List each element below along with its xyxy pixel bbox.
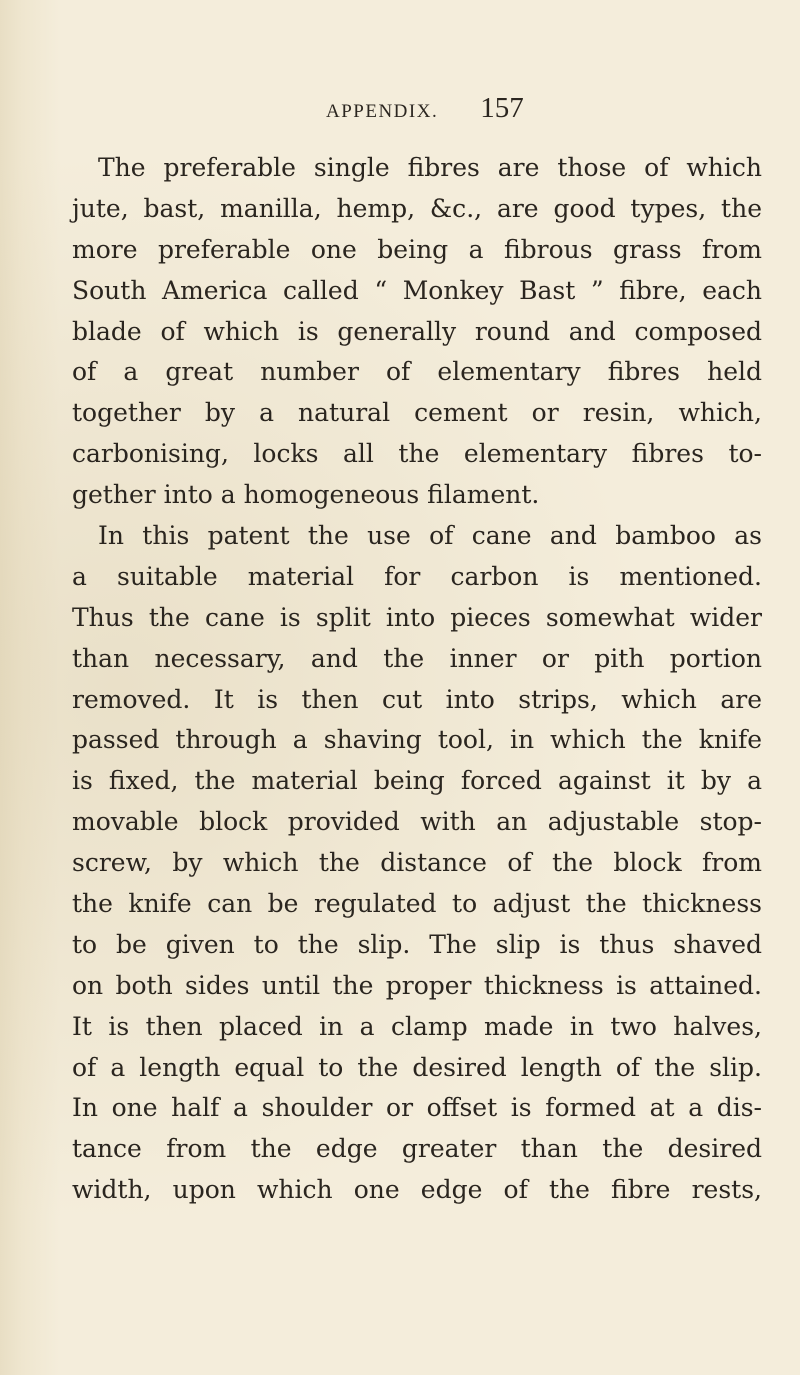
text-line: tance from the edge greater than the desired — [72, 1134, 762, 1164]
text-line: South America called “ Monkey Bast ” fibre, each — [72, 275, 762, 305]
text-line: In one half a shoulder or offset is formed at a dis- — [72, 1093, 762, 1123]
text-line: a suitable material for carbon is mentioned. — [72, 561, 762, 591]
text-line: movable block provided with an adjustable stop- — [72, 807, 762, 837]
text-line: passed through a shaving tool, in which the knife — [72, 725, 762, 755]
text-line: In this patent the use of cane and bamboo as — [98, 521, 762, 551]
text-line: blade of which is generally round and composed — [72, 316, 762, 346]
text-line: It is then placed in a clamp made in two halves, — [72, 1011, 762, 1041]
text-line: carbonising, locks all the elementary fibres to- — [72, 439, 762, 469]
text-line: to be given to the slip. The slip is thus shaved — [72, 929, 762, 959]
text-line: is fixed, the material being forced against it by a — [72, 766, 762, 796]
text-line: jute, bast, manilla, hemp, &c., are good types, the — [72, 193, 762, 223]
page-number: 157 — [480, 92, 524, 124]
body-text — [72, 148, 762, 1211]
page-header — [326, 92, 746, 132]
text-line: Thus the cane is split into pieces somewhat wider — [72, 602, 762, 632]
running-head: APPENDIX. — [326, 101, 439, 122]
text-line: together by a natural cement or resin, which, — [72, 398, 762, 428]
text-line: removed. It is then cut into strips, which are — [72, 684, 762, 714]
text-line: more preferable one being a fibrous grass from — [72, 234, 762, 264]
text-line: on both sides until the proper thickness is attained. — [72, 970, 762, 1000]
text-line: The preferable single fibres are those of which — [98, 153, 762, 182]
text-line: screw, by which the distance of the block from — [72, 848, 762, 878]
text-line: of a great number of elementary fibres held — [72, 357, 762, 387]
text-line: of a length equal to the desired length of the slip. — [72, 1052, 762, 1082]
text-line: gether into a homogeneous filament. — [72, 480, 540, 510]
text-line: width, upon which one edge of the fibre rests, — [72, 1175, 762, 1205]
text-line: than necessary, and the inner or pith portion — [72, 643, 762, 673]
text-line: the knife can be regulated to adjust the thickness — [72, 889, 762, 919]
